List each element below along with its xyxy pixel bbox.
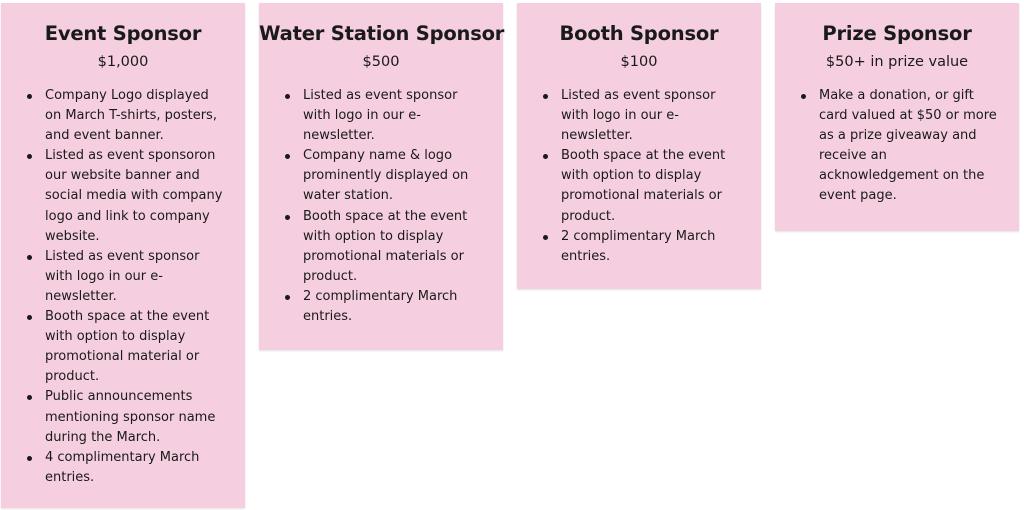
benefits-list: [775, 86, 1019, 207]
event-sponsor-card: [1, 3, 245, 508]
card-title: Event Sponsor: [44, 22, 202, 45]
list-item: Listed as event sponsor with logo in our e-newsletter.: [45, 247, 229, 307]
list-item: 4 complimentary March entries.: [45, 448, 229, 488]
list-item: Company name & logo prominently displayed on water station.: [303, 146, 487, 206]
list-item: Listed as event sponsor with logo in our e-newsletter.: [561, 86, 745, 146]
list-item: Listed as event sponsoron our website banner and social media with company logo and link to company website.: [45, 146, 229, 246]
list-item: Public announcements mentioning sponsor name during the March.: [45, 387, 229, 447]
card-price: $500: [362, 54, 400, 70]
benefits-list: [517, 86, 761, 267]
list-item: Booth space at the event with option to display promotional materials or product.: [561, 146, 745, 226]
list-item: Listed as event sponsor with logo in our e-newsletter.: [303, 86, 487, 146]
benefits-list: [1, 86, 245, 488]
list-item: Booth space at the event with option to display promotional material or product.: [45, 307, 229, 387]
card-title: Booth Sponsor: [559, 22, 719, 45]
list-item: 2 complimentary March entries.: [561, 227, 745, 267]
list-item: 2 complimentary March entries.: [303, 287, 487, 327]
list-item: Company Logo displayed on March T-shirts, posters, and event banner.: [45, 86, 229, 146]
prize-sponsor-card: [775, 3, 1019, 231]
list-item: Booth space at the event with option to display promotional materials or product.: [303, 207, 487, 287]
card-price: $1,000: [97, 54, 149, 70]
card-title: Prize Sponsor: [822, 22, 972, 45]
booth-sponsor-card: [517, 3, 761, 289]
benefits-list: [259, 86, 503, 327]
card-price: $100: [620, 54, 658, 70]
card-title: Water Station Sponsor: [259, 22, 505, 45]
card-price: $50+ in prize value: [825, 54, 969, 70]
list-item: Make a donation, or gift card valued at $50 or more as a prize giveaway and receive an acknowledgement on the event page.: [819, 86, 1003, 207]
water-station-sponsor-card: [259, 3, 503, 350]
